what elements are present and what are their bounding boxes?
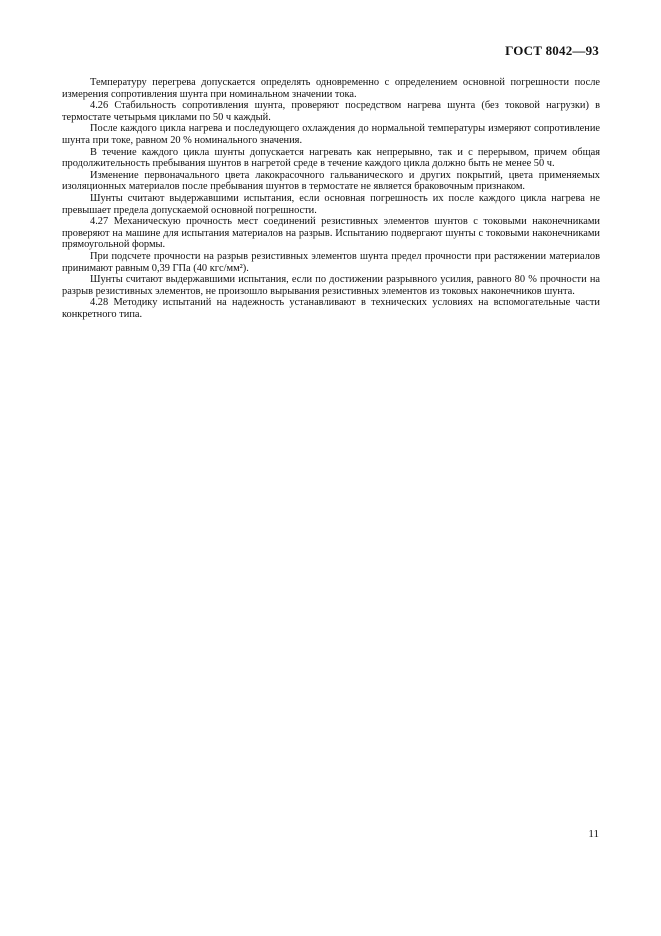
- document-body: [62, 77, 600, 320]
- page-number: 11: [588, 828, 599, 840]
- document-code-header: ГОСТ 8042—93: [505, 43, 599, 58]
- paragraph-4-26-stability: 4.26 Стабильность сопротивления шунта, проверяют посредством нагрева шунта (без токовой нагрузки) в термостате четырьмя циклами по 50 ч каждый.: [62, 100, 600, 123]
- paragraph-coating-color-change: Изменение первоначального цвета лакокрасочного гальванического и других покрытий, цвета применяемых изоляционных материалов после пребывания шунтов в термостате не является браковочным признаком.: [62, 169, 600, 193]
- paragraph-overheat-temperature: Температуру перегрева допускается определять одновременно с определением основной погрешности после измерения сопротивления шунта при номинальном значении тока.: [62, 77, 600, 100]
- paragraph-4-28-reliability: 4.28 Методику испытаний на надежность устанавливают в технических условиях на вспомогательные части конкретного типа.: [62, 297, 600, 320]
- paragraph-resistance-measurement: После каждого цикла нагрева и последующего охлаждения до нормальной температуры измеряют сопротивление шунта при токе, равном 20 % номинального значения.: [62, 123, 600, 146]
- paragraph-stability-pass-criteria: Шунты считают выдержавшими испытания, если основная погрешность их после каждого цикла нагрева не превышает предела допускаемой основной погрешности.: [62, 192, 600, 216]
- paragraph-tensile-strength: При подсчете прочности на разрыв резистивных элементов шунта предел прочности при растяжении материалов принимают равным 0,39 ГПа (40 кгс/мм²).: [62, 250, 600, 274]
- paragraph-4-27-mechanical-strength: 4.27 Механическую прочность мест соединений резистивных элементов шунтов с токовыми наконечниками проверяют на машине для испытания материалов на разрыв. Испытанию подвергают шунты с токовыми наконечниками прямоугольной формы.: [62, 216, 600, 251]
- paragraph-heating-cycle: В течение каждого цикла шунты допускается нагревать как непрерывно, так и с перерывом, причем общая продолжительность пребывания шунтов в нагретой среде в течение каждого цикла должно быть не менее 50 ч.: [62, 146, 600, 170]
- paragraph-mechanical-pass-criteria: Шунты считают выдержавшими испытания, если по достижении разрывного усилия, равного 80 % прочности на разрыв резистивных элементов, не произошло вырывания резистивных элементов из токовых наконечников шунта.: [62, 274, 600, 297]
